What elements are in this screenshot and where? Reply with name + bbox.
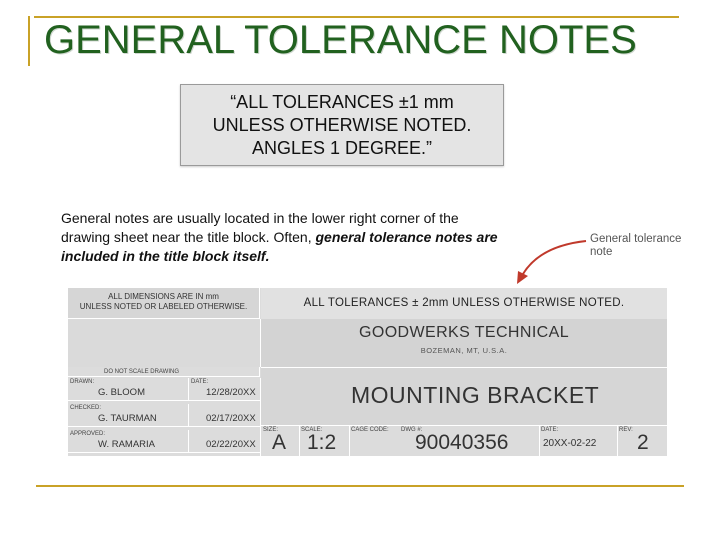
checked-row xyxy=(68,404,260,427)
date-label: DATE: xyxy=(541,427,559,433)
body-plain-text: General notes are usually located in the lower right corner of the drawing sheet near the title block. Often, xyxy=(61,210,459,245)
slide-title: GENERAL TOLERANCE NOTES xyxy=(44,18,637,62)
approved-row xyxy=(68,430,260,453)
company-name: GOODWERKS TECHNICAL xyxy=(359,324,569,341)
rev-label: REV: xyxy=(619,427,633,433)
blank-cell xyxy=(68,319,261,367)
quote-line-1: “ALL TOLERANCES ±1 mm xyxy=(230,91,454,112)
quote-line-3: ANGLES 1 DEGREE.” xyxy=(251,137,433,158)
row-date-label: DATE: xyxy=(191,379,209,385)
part-name: MOUNTING BRACKET xyxy=(351,382,600,408)
callout-line-1: General tolerance xyxy=(590,233,682,245)
part-name-cell xyxy=(261,368,667,426)
tolerance-quote-box xyxy=(180,84,504,166)
row-label: CHECKED: xyxy=(70,405,102,411)
dimensions-note xyxy=(68,288,260,319)
scale-value: 1:2 xyxy=(307,431,337,454)
quote-line-2: UNLESS OTHERWISE NOTED. xyxy=(212,114,472,135)
dwg-number-cell xyxy=(349,426,540,456)
row-date: 02/22/20XX xyxy=(206,439,256,450)
general-tolerance-note: ALL TOLERANCES ± 2mm UNLESS OTHERWISE NOTED. xyxy=(261,288,667,320)
row-divider xyxy=(188,404,189,426)
row-divider xyxy=(188,430,189,452)
callout-arrow-line xyxy=(523,241,586,274)
callout-label xyxy=(590,233,700,259)
body-paragraph xyxy=(61,209,501,266)
body-emphasis-text: general tolerance notes are included in the title block itself. xyxy=(61,229,498,264)
scale-cell xyxy=(299,426,350,456)
date-cell xyxy=(539,426,618,456)
company-location: BOZEMAN, MT, U.S.A. xyxy=(420,346,508,355)
row-name: G. BLOOM xyxy=(98,387,145,398)
row-divider xyxy=(188,378,189,400)
scale-label: SCALE: xyxy=(301,427,323,433)
title-block-image xyxy=(68,288,667,456)
row-label: DRAWN: xyxy=(70,379,95,385)
left-accent-rule xyxy=(28,16,30,66)
approval-grid xyxy=(68,378,261,456)
row-date: 02/17/20XX xyxy=(206,413,256,424)
rev-cell xyxy=(617,426,667,456)
callout-line-2: note xyxy=(590,246,613,258)
row-name: G. TAURMAN xyxy=(98,413,157,424)
callout-arrow-head xyxy=(517,271,528,284)
drawn-row xyxy=(68,378,260,401)
company-cell xyxy=(261,319,667,368)
row-label: APPROVED: xyxy=(70,431,106,437)
rev-value: 2 xyxy=(637,431,649,454)
date-value: 20XX-02-22 xyxy=(543,438,597,449)
dimensions-note-line-2: UNLESS NOTED OR LABELED OTHERWISE. xyxy=(79,302,248,311)
bottom-accent-rule xyxy=(36,485,684,487)
row-date: 12/28/20XX xyxy=(206,387,256,398)
cage-code-label: CAGE CODE: xyxy=(351,427,389,433)
size-label: SIZE: xyxy=(263,427,279,433)
drawing-info-row xyxy=(261,426,667,456)
row-name: W. RAMARIA xyxy=(98,439,156,450)
dimensions-note-line-1: ALL DIMENSIONS ARE IN mm xyxy=(108,292,219,301)
size-cell xyxy=(261,426,300,456)
dwg-label: DWG #: xyxy=(401,427,423,433)
dwg-number: 90040356 xyxy=(415,431,509,454)
size-value: A xyxy=(272,431,287,454)
do-not-scale-note: DO NOT SCALE DRAWING xyxy=(68,367,260,377)
